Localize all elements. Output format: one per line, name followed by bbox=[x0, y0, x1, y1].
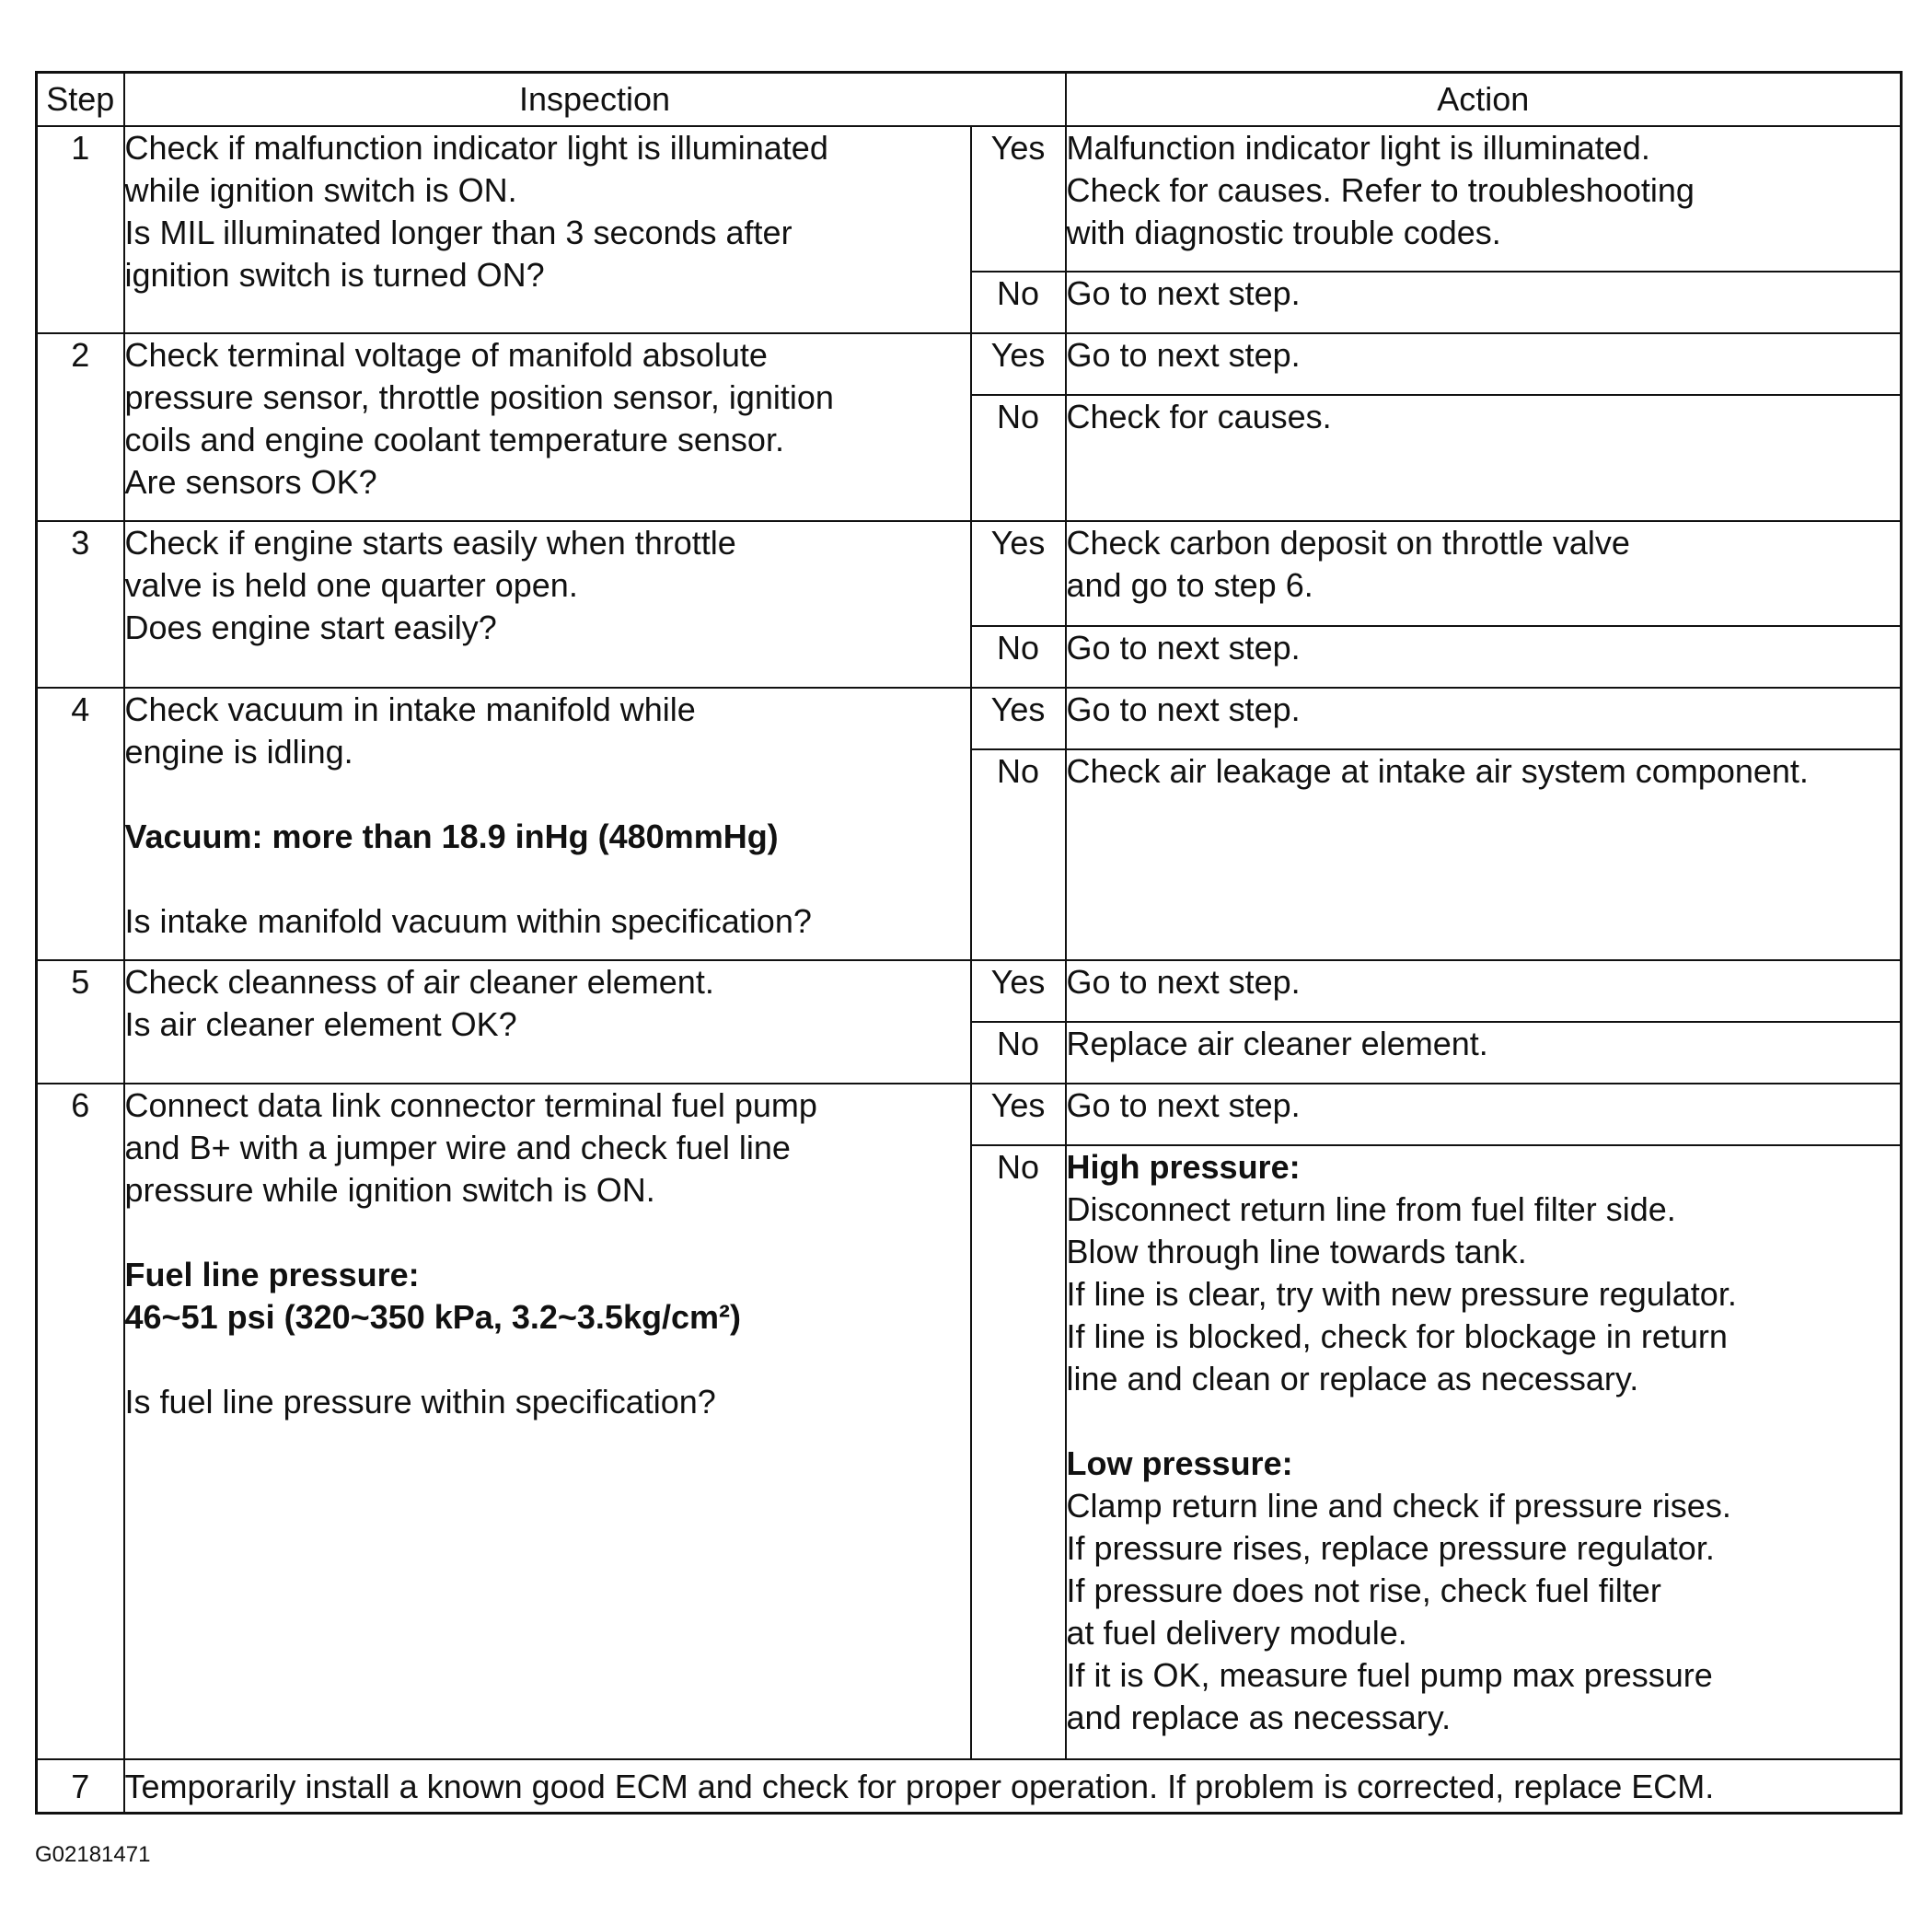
text-line: Is intake manifold vacuum within specification? bbox=[124, 902, 812, 940]
text-line: Check for causes. bbox=[1066, 398, 1332, 435]
text-line: Go to next step. bbox=[1066, 1086, 1301, 1124]
text-line: Vacuum: more than 18.9 inHg (480mmHg) bbox=[124, 818, 779, 855]
step-number: 4 bbox=[37, 688, 124, 960]
text-line: If line is blocked, check for blockage in return bbox=[1066, 1317, 1728, 1355]
text-line: 46~51 psi (320~350 kPa, 3.2~3.5kg/cm²) bbox=[124, 1298, 741, 1336]
yes-action-cell bbox=[1066, 960, 1902, 1022]
text-line: Check cleanness of air cleaner element. bbox=[124, 963, 714, 1001]
text-line: Check for causes. Refer to troubleshooting bbox=[1066, 171, 1695, 209]
yes-action-cell bbox=[1066, 333, 1902, 395]
text-line: Check if engine starts easily when throttle bbox=[124, 524, 736, 562]
text-line bbox=[1067, 1400, 1901, 1443]
no-action-cell bbox=[1066, 626, 1902, 688]
no-action-cell bbox=[1066, 1022, 1902, 1084]
text-line: coils and engine coolant temperature sensor. bbox=[124, 421, 784, 458]
text-line: Check vacuum in intake manifold while bbox=[124, 690, 696, 728]
text-line: Go to next step. bbox=[1066, 274, 1301, 312]
yes-label: Yes bbox=[971, 126, 1066, 272]
text-line: Go to next step. bbox=[1066, 690, 1301, 728]
no-action-cell bbox=[1066, 395, 1902, 521]
step-row-final bbox=[37, 1759, 1902, 1813]
text-line: while ignition switch is ON. bbox=[124, 171, 517, 209]
text-line: Fuel line pressure: bbox=[124, 1256, 420, 1293]
final-step-text: Temporarily install a known good ECM and check for proper operation. If problem is corrected, replace ECM. bbox=[124, 1759, 1902, 1813]
text-line: at fuel delivery module. bbox=[1066, 1614, 1407, 1652]
text-line: and B+ with a jumper wire and check fuel line bbox=[124, 1129, 791, 1166]
inspection-cell bbox=[124, 126, 971, 333]
yes-label: Yes bbox=[971, 521, 1066, 626]
text-line: Connect data link connector terminal fuel pump bbox=[124, 1086, 817, 1124]
step-number: 3 bbox=[37, 521, 124, 688]
text-line: Are sensors OK? bbox=[124, 463, 377, 501]
step-row-yes bbox=[37, 1084, 1902, 1145]
text-line: Low pressure: bbox=[1066, 1444, 1293, 1482]
header-step: Step bbox=[37, 73, 124, 127]
text-line bbox=[125, 858, 970, 900]
inspection-cell bbox=[124, 960, 971, 1084]
text-line: If line is clear, try with new pressure regulator. bbox=[1066, 1275, 1737, 1313]
step-number: 2 bbox=[37, 333, 124, 521]
figure-id: G02181471 bbox=[35, 1842, 151, 1867]
text-line: pressure sensor, throttle position sensor, ignition bbox=[124, 378, 834, 416]
no-label: No bbox=[971, 749, 1066, 960]
step-number: 6 bbox=[37, 1084, 124, 1759]
header-action: Action bbox=[1066, 73, 1902, 127]
header-row bbox=[37, 73, 1902, 127]
step-number: 5 bbox=[37, 960, 124, 1084]
yes-action-cell bbox=[1066, 688, 1902, 749]
text-line: If pressure rises, replace pressure regulator. bbox=[1066, 1529, 1715, 1567]
text-line: Disconnect return line from fuel filter side. bbox=[1066, 1190, 1676, 1228]
text-line: High pressure: bbox=[1066, 1148, 1301, 1186]
text-line: pressure while ignition switch is ON. bbox=[124, 1171, 655, 1209]
no-action-cell bbox=[1066, 749, 1902, 960]
text-line: If pressure does not rise, check fuel filter bbox=[1066, 1571, 1661, 1609]
text-line: ignition switch is turned ON? bbox=[124, 256, 545, 294]
no-action-cell bbox=[1066, 272, 1902, 333]
text-line bbox=[125, 1339, 970, 1381]
yes-action-cell bbox=[1066, 521, 1902, 626]
text-line: Replace air cleaner element. bbox=[1066, 1025, 1488, 1062]
text-line: If it is OK, measure fuel pump max pressure bbox=[1066, 1656, 1713, 1694]
inspection-cell bbox=[124, 333, 971, 521]
text-line: Check air leakage at intake air system component. bbox=[1066, 752, 1809, 790]
text-line bbox=[125, 773, 970, 816]
text-line: Go to next step. bbox=[1066, 963, 1301, 1001]
yes-label: Yes bbox=[971, 1084, 1066, 1145]
table-body bbox=[37, 126, 1902, 1813]
text-line: Is air cleaner element OK? bbox=[124, 1005, 517, 1043]
no-action-cell bbox=[1066, 1145, 1902, 1759]
no-label: No bbox=[971, 1145, 1066, 1759]
inspection-cell bbox=[124, 1084, 971, 1759]
step-row-yes bbox=[37, 521, 1902, 626]
text-line: Check if malfunction indicator light is illuminated bbox=[124, 129, 828, 167]
text-line: Go to next step. bbox=[1066, 336, 1301, 374]
text-line bbox=[125, 1212, 970, 1254]
step-number: 1 bbox=[37, 126, 124, 333]
yes-label: Yes bbox=[971, 960, 1066, 1022]
no-label: No bbox=[971, 1022, 1066, 1084]
no-label: No bbox=[971, 272, 1066, 333]
step-number: 7 bbox=[37, 1759, 124, 1813]
text-line: engine is idling. bbox=[124, 733, 353, 771]
step-row-yes bbox=[37, 126, 1902, 272]
text-line: and go to step 6. bbox=[1066, 566, 1313, 604]
text-line: with diagnostic trouble codes. bbox=[1066, 214, 1501, 251]
diagnostic-table bbox=[35, 71, 1903, 1815]
step-row-yes bbox=[37, 688, 1902, 749]
step-row-yes bbox=[37, 960, 1902, 1022]
yes-label: Yes bbox=[971, 333, 1066, 395]
text-line: Is fuel line pressure within specification? bbox=[124, 1383, 716, 1421]
yes-action-cell bbox=[1066, 1084, 1902, 1145]
inspection-cell bbox=[124, 688, 971, 960]
text-line: valve is held one quarter open. bbox=[124, 566, 578, 604]
text-line: and replace as necessary. bbox=[1066, 1699, 1452, 1736]
text-line: Malfunction indicator light is illuminated. bbox=[1066, 129, 1650, 167]
header-inspection: Inspection bbox=[124, 73, 1066, 127]
no-label: No bbox=[971, 626, 1066, 688]
text-line: Check carbon deposit on throttle valve bbox=[1066, 524, 1630, 562]
text-line: Blow through line towards tank. bbox=[1066, 1233, 1527, 1270]
text-line: Check terminal voltage of manifold absolute bbox=[124, 336, 768, 374]
step-row-yes bbox=[37, 333, 1902, 395]
yes-action-cell bbox=[1066, 126, 1902, 272]
text-line: line and clean or replace as necessary. bbox=[1066, 1360, 1639, 1397]
text-line: Is MIL illuminated longer than 3 seconds after bbox=[124, 214, 792, 251]
text-line: Clamp return line and check if pressure rises. bbox=[1066, 1487, 1731, 1525]
yes-label: Yes bbox=[971, 688, 1066, 749]
text-line: Go to next step. bbox=[1066, 629, 1301, 667]
inspection-cell bbox=[124, 521, 971, 688]
no-label: No bbox=[971, 395, 1066, 521]
text-line: Does engine start easily? bbox=[124, 609, 497, 646]
